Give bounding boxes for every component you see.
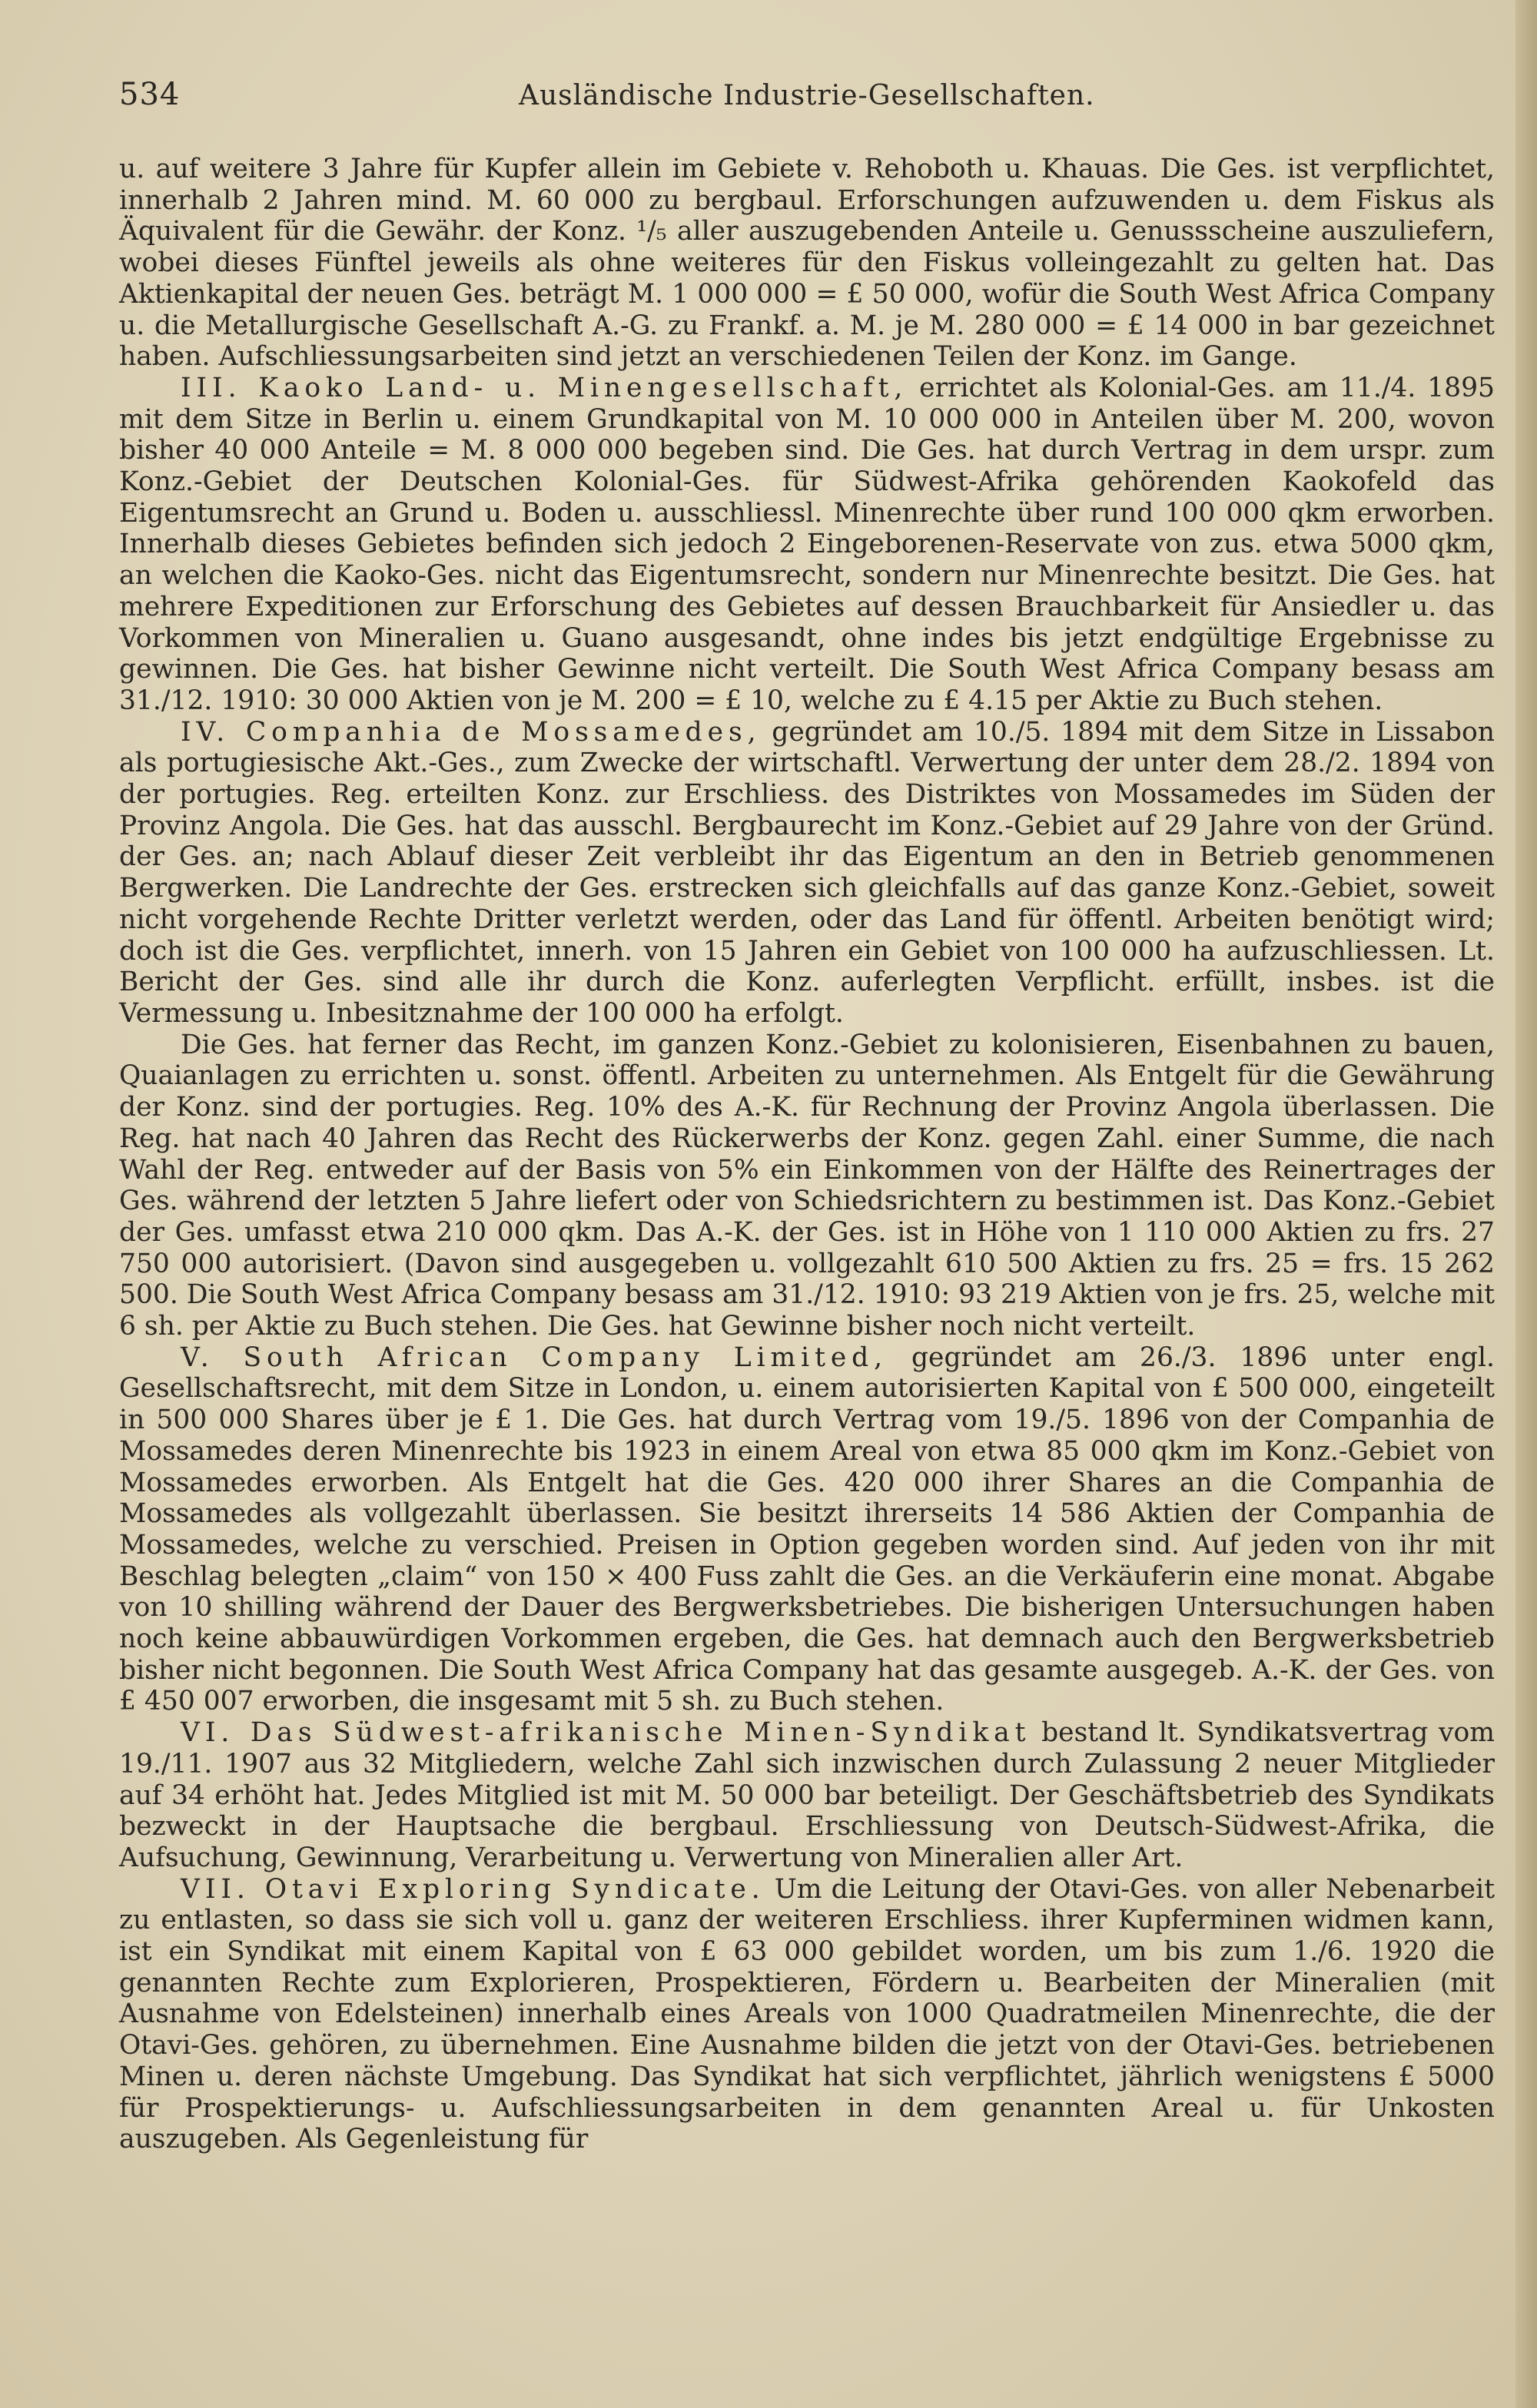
section-heading: III. Kaoko Land- u. Minengesellschaft, (181, 372, 908, 403)
body-text (119, 154, 1495, 2155)
section-heading: VII. Otavi Exploring Syndicate. (181, 1873, 765, 1905)
section-mossamedes (119, 717, 1495, 1030)
paragraph-text: gegründet am 10./5. 1894 mit dem Sitze in Lissabon als portugiesische Akt.-Ges., zum Zwecke der wirtschaftl. Verwertung der unter dem 28./2. 1894 von der portugies. Reg. erteilten Konz. zur Erschliess. des Distriktes von Mossamedes im Süden der Provinz Angola. Die Ges. hat das ausschl. Bergbaurecht im Konz.-Gebiet auf 29 Jahre von der Gründ. der Ges. an; nach Ablauf dieser Zeit verbleibt ihr das Eigentum an den in Betrieb genommenen Bergwerken. Die Landrechte der Ges. erstrecken sich gleichfalls auf das ganze Konz.-Gebiet, soweit nicht vorgehende Rechte Dritter verletzt werden, oder das Land für öffentl. Arbeiten benötigt wird; doch ist die Ges. verpflichtet, innerh. von 15 Jahren ein Gebiet von 100 000 ha aufzuschliessen. Lt. Bericht der Ges. sind alle ihr durch die Konz. auferlegten Verpflicht. erfüllt, insbes. ist die Vermessung u. Inbesitznahme der 100 000 ha erfolgt. (119, 716, 1495, 1029)
section-heading: IV. Companhia de Mossamedes, (181, 716, 762, 748)
paragraph-text: u. auf weitere 3 Jahre für Kupfer allein im Gebiete v. Rehoboth u. Khauas. Die Ges. ist verpflichtet, innerhalb 2 Jahren mind. M. 60 000 zu bergbaul. Erforschungen aufzuwenden u. dem Fiskus als Äquivalent für die Gewähr. der Konz. ¹/₅ aller auszugebenden Anteile u. Genussscheine auszuliefern, wobei dieses Fünftel jeweils als ohne weiteres für den Fiskus volleingezahlt zu gelten hat. Das Aktienkapital der neuen Ges. beträgt M. 1 000 000 = £ 50 000, wofür die South West Africa Company u. die Metallurgische Gesellschaft A.-G. zu Frankf. a. M. je M. 280 000 = £ 14 000 in bar gezeichnet haben. Aufschliessungsarbeiten sind jetzt an verschiedenen Teilen der Konz. im Gange. (119, 154, 1495, 373)
section-heading: VI. Das Südwest-afrikanische Minen-Syndikat (181, 1717, 1031, 1749)
paragraph-text: bestand lt. Syndikatsvertrag vom 19./11. 1907 aus 32 Mitgliedern, welche Zahl sich inzwischen durch Zulassung 2 neuer Mitglieder auf 34 erhöht hat. Jedes Mitglied ist mit M. 50 000 bar beteiligt. Der Geschäftsbetrieb des Syndikats bezweckt in der Hauptsache die bergbaul. Erschliessung von Deutsch-Südwest-Afrika, die Aufsuchung, Gewinnung, Verarbeitung u. Verwertung von Mineralien aller Art. (119, 1717, 1495, 1873)
paragraph-text: errichtet als Kolonial-Ges. am 11./4. 1895 mit dem Sitze in Berlin u. einem Grundkapital von M. 10 000 000 in Anteilen über M. 200, wovon bisher 40 000 Anteile = M. 8 000 000 begeben sind. Die Ges. hat durch Vertrag in dem urspr. zum Konz.-Gebiet der Deutschen Kolonial-Ges. für Südwest-Afrika gehörenden Kaokofeld das Eigentumsrecht an Grund u. Boden u. ausschliessl. Minenrechte über rund 100 000 qkm erworben. Innerhalb dieses Gebietes befinden sich jedoch 2 Eingeborenen-Reservate von zus. etwa 5000 qkm, an welchen die Kaoko-Ges. nicht das Eigentumsrecht, sondern nur Minenrechte besitzt. Die Ges. hat mehrere Expeditionen zur Erforschung des Gebietes auf dessen Brauchbarkeit für Ansiedler u. das Vorkommen von Mineralien u. Guano ausgesandt, ohne indes bis jetzt endgültige Ergebnisse zu gewinnen. Die Ges. hat bisher Gewinne nicht verteilt. Die South West Africa Company besass am 31./12. 1910: 30 000 Aktien von je M. 200 = £ 10, welche zu £ 4.15 per Aktie zu Buch stehen. (119, 372, 1496, 716)
section-heading: V. South African Company Limited, (181, 1342, 888, 1373)
page-number: 534 (119, 77, 181, 112)
section-south-african-company (119, 1342, 1495, 1717)
paragraph-text: Um die Leitung der Otavi-Ges. von aller Nebenarbeit zu entlasten, so dass sie sich voll u. ganz der weiteren Erschliess. ihrer Kupferminen widmen kann, ist ein Syndikat mit einem Kapital von £ 63 000 gebildet worden, um bis zum 1./6. 1920 die genannten Rechte zum Explorieren, Prospektieren, Fördern u. Bearbeiten der Mineralien (mit Ausnahme von Edelsteinen) innerhalb eines Areals von 1000 Quadratmeilen Minenrechte, die der Otavi-Ges. gehören, zu übernehmen. Eine Ausnahme bilden die jetzt von der Otavi-Ges. betriebenen Minen u. deren nächste Umgebung. Das Syndikat hat sich verpflichtet, jährlich wenigstens £ 5000 für Prospektierungs- u. Aufschliessungsarbeiten in dem genannten Areal u. für Unkosten auszugeben. Als Gegenleistung für (119, 1873, 1495, 2155)
paragraph-continuation (119, 154, 1495, 373)
paragraph-mossamedes-continued (119, 1030, 1495, 1342)
paragraph-text: gegründet am 26./3. 1896 unter engl. Gesellschaftsrecht, mit dem Sitze in London, u. einem autorisierten Kapital von £ 500 000, eingeteilt in 500 000 Shares über je £ 1. Die Ges. hat durch Vertrag vom 19./5. 1896 von der Companhia de Mossamedes deren Minenrechte bis 1923 in einem Areal von etwa 85 000 qkm im Konz.-Gebiet von Mossamedes erworben. Als Entgelt hat die Ges. 420 000 ihrer Shares an die Companhia de Mossamedes als vollgezahlt überlassen. Sie besitzt ihrerseits 14 586 Aktien der Companhia de Mossamedes, welche zu verschied. Preisen in Option gegeben worden sind. Auf jeden von ihr mit Beschlag belegten „claim“ von 150 × 400 Fuss zahlt die Ges. an die Verkäuferin eine monat. Abgabe von 10 shilling während der Dauer des Bergwerksbetriebes. Die bisherigen Untersuchungen haben noch keine abbauwürdigen Vorkommen ergeben, die Ges. hat demnach auch den Bergwerksbetrieb bisher nicht begonnen. Die South West Africa Company hat das gesamte ausgegeb. A.-K. der Ges. von £ 450 007 erworben, die insgesamt mit 5 sh. zu Buch stehen. (119, 1342, 1496, 1717)
paragraph-text: Die Ges. hat ferner das Recht, im ganzen Konz.-Gebiet zu kolonisieren, Eisenbahnen zu bauen, Quaianlagen zu errichten u. sonst. öffentl. Arbeiten zu unternehmen. Als Entgelt für die Gewährung der Konz. sind der portugies. Reg. 10% des A.-K. für Rechnung der Provinz Angola überlassen. Die Reg. hat nach 40 Jahren das Recht des Rückerwerbs der Konz. gegen Zahl. einer Summe, die nach Wahl der Reg. entweder auf der Basis von 5% ein Einkommen von der Hälfte des Reinertrages der Ges. während der letzten 5 Jahre liefert oder von Schiedsrichtern zu bestimmen ist. Das Konz.-Gebiet der Ges. umfasst etwa 210 000 qkm. Das A.-K. der Ges. ist in Höhe von 1 110 000 Aktien zu frs. 27 750 000 autorisiert. (Davon sind ausgegeben u. vollgezahlt 610 500 Aktien zu frs. 25 = frs. 15 262 500. Die South West Africa Company besass am 31./12. 1910: 93 219 Aktien von je frs. 25, welche mit 6 sh. per Aktie zu Buch stehen. Die Ges. hat Gewinne bisher noch nicht verteilt. (119, 1029, 1495, 1342)
page-edge (1515, 0, 1537, 2408)
running-title: Ausländische Industrie-Gesellschaften. (519, 80, 1095, 111)
section-kaoko (119, 373, 1495, 717)
section-otavi-syndicate (119, 1874, 1495, 2155)
page-header (119, 77, 1502, 123)
section-minen-syndikat (119, 1717, 1495, 1874)
